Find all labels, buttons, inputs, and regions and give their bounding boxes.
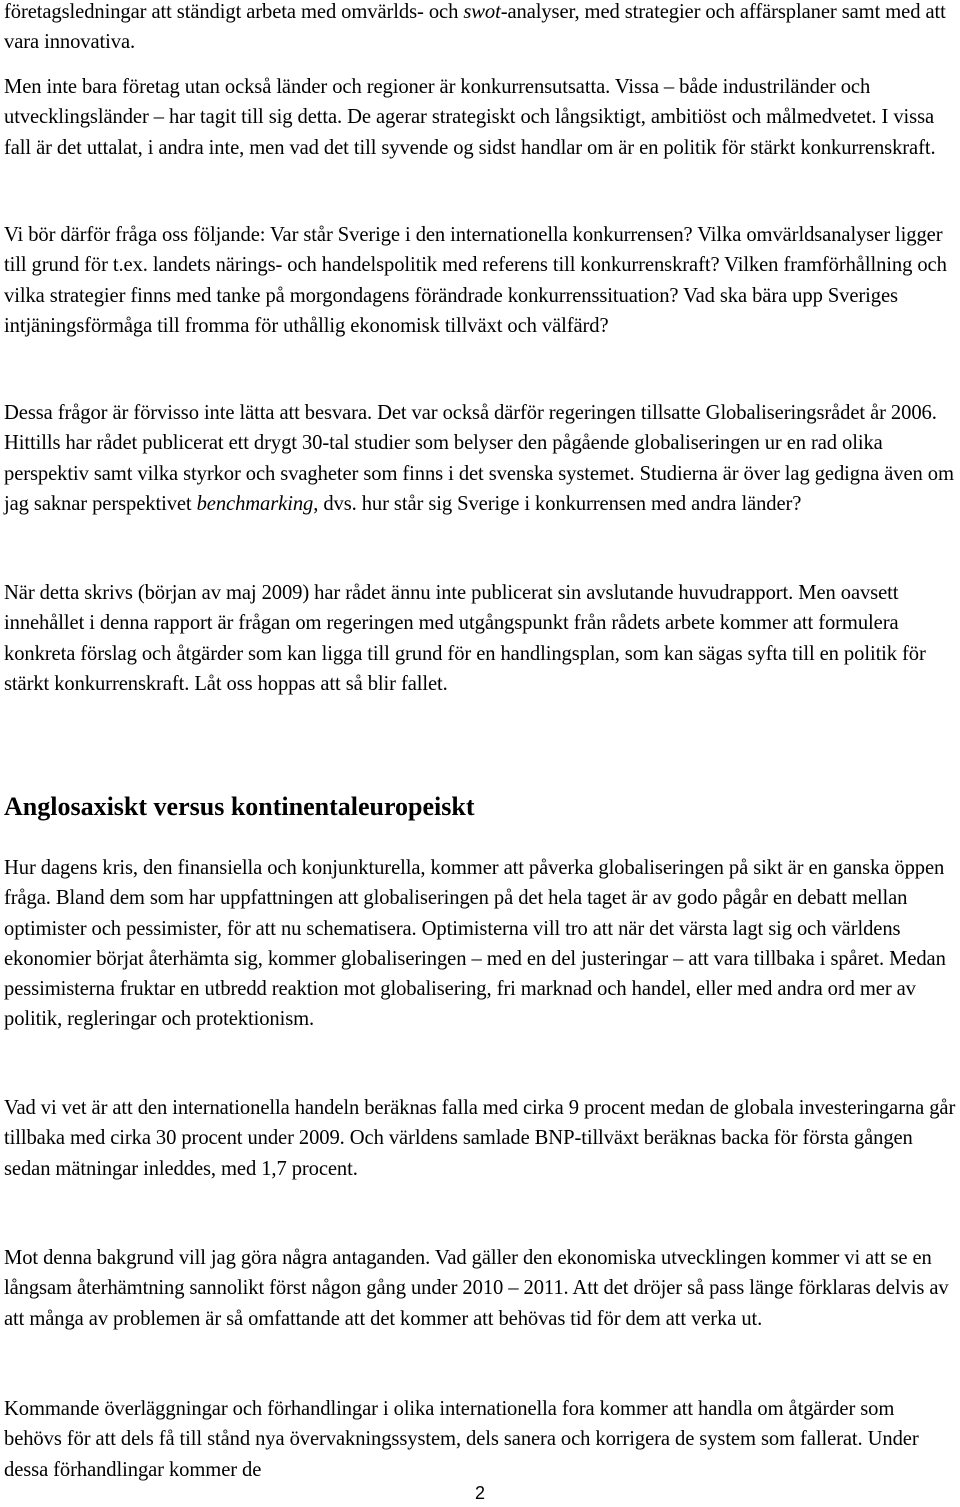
paragraph-2: Men inte bara företag utan också länder och regioner är konkurrensutsatta. Vissa – både industriländer och utvecklingsländer – har tagit till sig detta. De agerar strategiskt och långsiktigt, ambitiöst och målmedvetet. I vissa fall är det uttalat, i andra inte, men vad det till syvende og sidst handlar om är en politik för stärkt konkurrenskraft.	[4, 76, 936, 159]
paragraph-1-text-a: företagsledningar att ständigt arbeta med omvärlds- och	[4, 1, 464, 23]
paragraph-1-italic: swot	[463, 1, 501, 23]
section-heading: Anglosaxiskt versus kontinentaleuropeiskt	[4, 792, 475, 821]
paragraph-1-text-b: -analyser, med strategier och affärsplaner samt med att vara innovativa.	[4, 1, 946, 54]
paragraph-7: Vad vi vet är att den internationella handeln beräknas falla med cirka 9 procent medan de globala investeringarna går tillbaka med cirka 30 procent under 2009. Och världens samlade BNP-tillväxt beräknas backa för första gången sedan mätningar inleddes, med 1,7 procent.	[4, 1097, 956, 1180]
paragraph-4-text-a: Dessa frågor är förvisso inte lätta att besvara. Det var också därför regeringen tillsatte Globaliseringsrådet år 2006. Hittills har rådet publicerat ett drygt 30-tal studier som belyser den pågående globaliseringen ur en rad olika perspektiv samt vilka styrkor och svagheter som finns i det svenska systemet. Studierna är över lag gedigna även om jag saknar perspektivet	[4, 402, 954, 515]
paragraph-6: Hur dagens kris, den finansiella och konjunkturella, kommer att påverka globaliseringen på sikt är en ganska öppen fråga. Bland dem som har uppfattningen att globaliseringen på det hela taget är av godo pågår en debatt mellan optimister och pessimister, för att nu schematisera. Optimisterna vill tro att när det värsta lagt sig och världens ekonomier börjat återhämta sig, kommer globaliseringen – med en del justeringar – att vara tillbaka i spåret. Medan pessimisterna fruktar en utbredd reaktion mot globalisering, fri marknad och handel, eller med andra ord mer av politik, regleringar och protektionism.	[4, 857, 946, 1031]
page-number: 2	[474, 1483, 485, 1503]
paragraph-8: Mot denna bakgrund vill jag göra några antaganden. Vad gäller den ekonomiska utvecklingen kommer vi att se en långsam återhämtning sannolikt först någon gång under 2010 – 2011. Att det dröjer så pass länge förklaras delvis av att många av problemen är så omfattande att det kommer att behövas tid för dem att verka ut.	[4, 1247, 949, 1330]
paragraph-1	[4, 0, 956, 58]
paragraph-4	[4, 398, 956, 519]
paragraph-4-text-b: , dvs. hur står sig Sverige i konkurrensen med andra länder?	[313, 492, 802, 515]
paragraph-4-italic: benchmarking	[196, 492, 314, 515]
paragraph-3: Vi bör därför fråga oss följande: Var står Sverige i den internationella konkurrensen? Vilka omvärldsanalyser ligger till grund för t.ex. landets närings- och handelspolitik med referens till konkurrenskraft? Vilken framförhållning och vilka strategier finns med tanke på morgondagens förändrade konkurrenssituation? Vad ska bära upp Sveriges intjäningsförmåga till fromma för uthållig ekonomisk tillväxt och välfärd?	[4, 224, 947, 337]
paragraph-9: Kommande överläggningar och förhandlingar i olika internationella fora kommer att handla om åtgärder som behövs för att dels få till stånd nya övervakningssystem, dels sanera och korrigera de system som fallerat. Under dessa förhandlingar kommer de	[4, 1398, 919, 1481]
paragraph-5: När detta skrivs (början av maj 2009) har rådet ännu inte publicerat sin avslutande huvudrapport. Men oavsett innehållet i denna rapport är frågan om regeringen med utgångspunkt från rådets arbete kommer att formulera konkreta förslag och åtgärder som kan ligga till grund för en handlingsplan, som kan sägas syfta till en politik för stärkt konkurrenskraft. Låt oss hoppas att så blir fallet.	[4, 582, 926, 695]
